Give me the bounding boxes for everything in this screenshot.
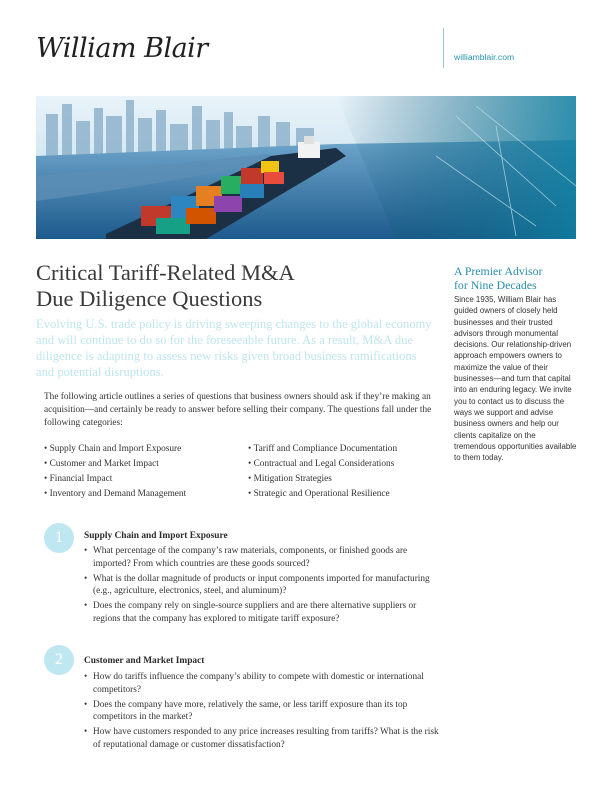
website-link[interactable]: williamblair.com [454,52,515,62]
category-item: • Customer and Market Impact [44,457,244,472]
sidebar-body: Since 1935, William Blair has guided owners of closely held businesses and their trusted advisors through monumental decisions. Our relationship-driven approach empowers owners to maximize the value of their businesses—and turn that capital into an enduring legacy. We invite you to contact us to discuss the ways we support and advise business owners and help our clients capitalize on the tremendous opportunities available to them today. [454,295,577,463]
sidebar-heading [454,264,578,292]
category-item: • Financial Impact [44,472,244,487]
intro-paragraph: Evolving U.S. trade policy is driving sweeping changes to the global economy and will continue to do so for the foreseeable future. As a result, M&A due diligence is adapting to assess new risks given broad business ramifications and potential disruptions. [36,317,432,379]
section-number-circle: 1 [44,523,74,553]
hero-image [36,96,576,239]
section-number-circle: 2 [44,645,74,675]
category-item: • Contractual and Legal Considerations [248,457,448,472]
question-item: • Does the company rely on single-source suppliers and are there alternative suppliers or regions that the company has explored to mitigate tariff exposure? [84,600,440,625]
header-divider [443,28,444,68]
category-item: • Supply Chain and Import Exposure [44,442,244,457]
sidebar-heading-line-1: A Premier Advisor [454,264,543,278]
container-ship-harbor-image [36,96,576,239]
question-item: • Does the company have more, relatively the same, or less tariff exposure than its top competitors in the market? [84,699,440,724]
category-item: • Tariff and Compliance Documentation [248,442,448,457]
william-blair-logo: William Blair [36,33,208,64]
category-item: • Mitigation Strategies [248,472,448,487]
article-title [36,260,436,312]
section-questions [84,671,440,754]
sidebar-heading-line-2: for Nine Decades [454,278,537,292]
categories-left [44,442,244,502]
categories-right [248,442,448,502]
lead-paragraph: The following article outlines a series of questions that business owners should ask if they’re making an acquisition—and certainly be ready to answer before selling their company. The questions fall under the following categories: [44,392,432,428]
section-heading: Customer and Market Impact [84,656,205,666]
question-item: • What is the dollar magnitude of products or input components imported for manufacturing (e.g., agriculture, electronics, steel, and aluminum)? [84,573,440,598]
title-line-2: Due Diligence Questions [36,286,263,311]
category-item: • Inventory and Demand Management [44,487,244,502]
section-heading: Supply Chain and Import Exposure [84,531,228,541]
category-item: • Strategic and Operational Resilience [248,487,448,502]
question-item: • How have customers responded to any price increases resulting from tariffs? What is the risk of reputational damage or customer dissatisfaction? [84,726,440,751]
title-line-1: Critical Tariff-Related M&A [36,260,295,285]
question-item: • How do tariffs influence the company’s ability to compete with domestic or international competitors? [84,671,440,696]
question-item: • What percentage of the company’s raw materials, components, or finished goods are imported? From which countries are these goods sourced? [84,545,440,570]
section-questions [84,545,440,628]
